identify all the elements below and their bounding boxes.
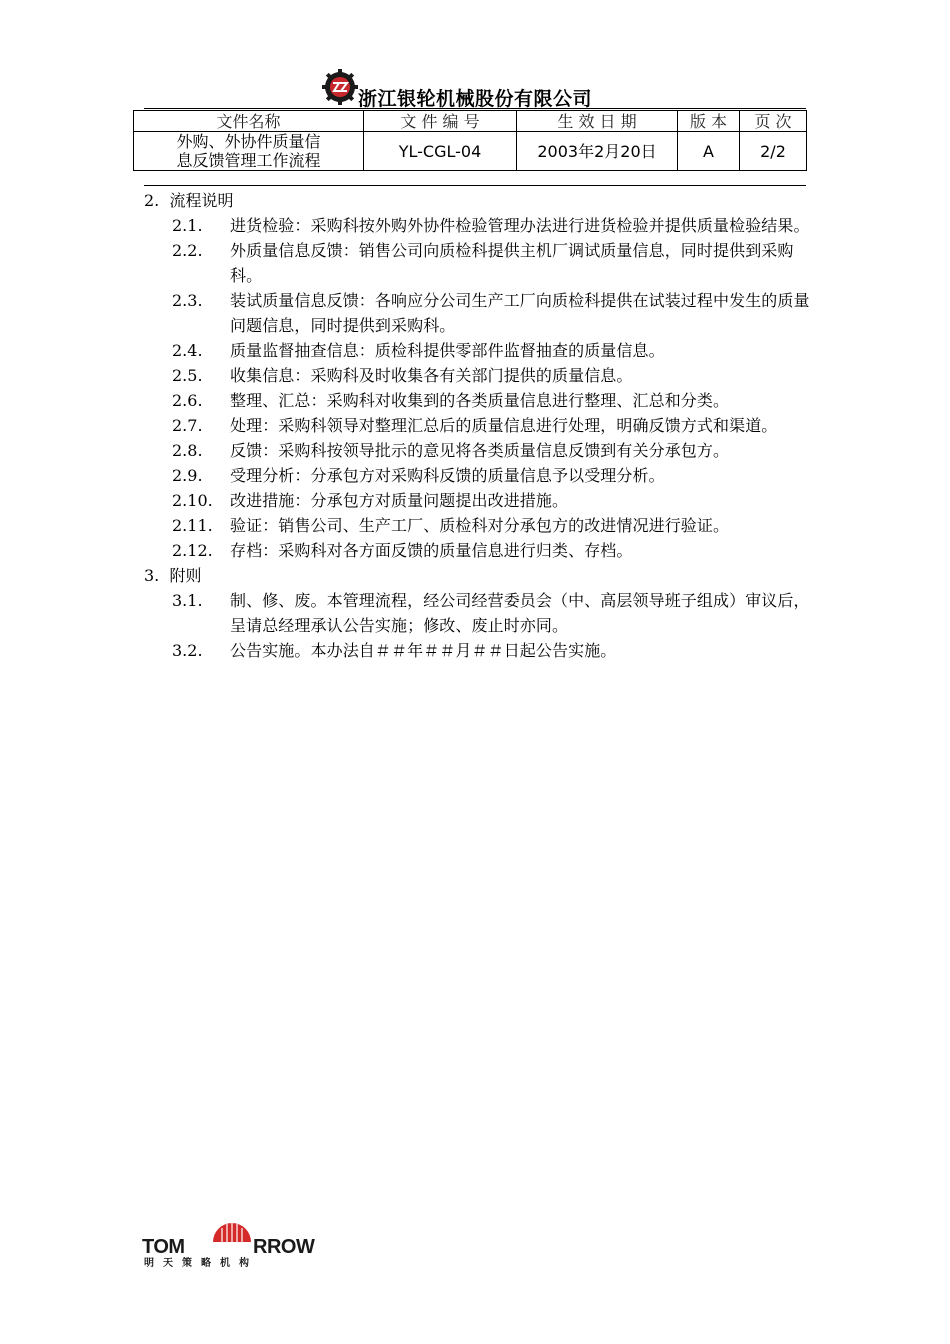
list-item — [144, 238, 824, 288]
table-value-row — [134, 132, 807, 171]
effective-date-cell: 2003年2月20日 — [517, 132, 678, 171]
section-title: 附则 — [169, 566, 202, 585]
item-number: 2.8. — [172, 441, 203, 460]
item-number: 2.3. — [172, 291, 203, 310]
list-item — [144, 488, 824, 513]
tomorrow-emblem-icon — [213, 1223, 251, 1242]
item-text: 改进措施：分承包方对质量问题提出改进措施。 — [230, 491, 569, 510]
section-heading — [144, 188, 824, 213]
header-file-number: 文 件 编 号 — [364, 111, 517, 132]
page-cell: 2/2 — [740, 132, 807, 171]
item-number: 2.6. — [172, 391, 203, 410]
file-name-line-1: 外购、外协件质量信 — [176, 132, 321, 151]
header-divider — [144, 108, 806, 109]
item-number: 3.1. — [172, 591, 203, 610]
item-text: 反馈：采购科按领导批示的意见将各类质量信息反馈到有关分承包方。 — [230, 441, 730, 460]
list-item — [144, 538, 824, 563]
list-item — [144, 288, 824, 338]
file-number-cell: YL-CGL-04 — [364, 132, 517, 171]
list-item — [144, 588, 824, 638]
item-text: 制、修、废。本管理流程，经公司经营委员会（中、高层领导班子组成）审议后，呈请总经理承认公告实施；修改、废止时亦同。 — [230, 591, 810, 635]
item-number: 2.4. — [172, 341, 203, 360]
item-text: 存档：采购科对各方面反馈的质量信息进行归类、存档。 — [230, 541, 633, 560]
list-item — [144, 213, 824, 238]
item-number: 2.9. — [172, 466, 203, 485]
item-number: 2.5. — [172, 366, 203, 385]
header-version: 版 本 — [678, 111, 740, 132]
list-item — [144, 363, 824, 388]
item-number: 2.7. — [172, 416, 203, 435]
file-name-line-2: 息反馈管理工作流程 — [176, 151, 321, 170]
section-number: 2. — [144, 191, 160, 210]
file-name-cell — [134, 132, 364, 171]
svg-text:RROW: RROW — [253, 1236, 315, 1258]
item-number: 2.1. — [172, 216, 203, 235]
table-divider — [144, 185, 806, 186]
item-text: 进货检验：采购科按外购外协件检验管理办法进行进货检验并提供质量检验结果。 — [230, 216, 810, 235]
item-text: 处理：采购科领导对整理汇总后的质量信息进行处理，明确反馈方式和渠道。 — [230, 416, 778, 435]
section-title: 流程说明 — [169, 191, 234, 210]
item-text: 受理分析：分承包方对采购科反馈的质量信息予以受理分析。 — [230, 466, 665, 485]
version-cell: A — [678, 132, 740, 171]
item-number: 2.2. — [172, 241, 203, 260]
item-text: 装试质量信息反馈：各响应分公司生产工厂向质检科提供在试装过程中发生的质量问题信息，同时提供到采购科。 — [230, 291, 810, 335]
table-header-row — [134, 111, 807, 132]
document-body — [144, 188, 824, 663]
list-item — [144, 338, 824, 363]
item-text: 外质量信息反馈：销售公司向质检科提供主机厂调试质量信息，同时提供到采购科。 — [230, 241, 794, 285]
list-item — [144, 413, 824, 438]
svg-text:TOM: TOM — [142, 1236, 185, 1258]
item-text: 整理、汇总：采购科对收集到的各类质量信息进行整理、汇总和分类。 — [230, 391, 730, 410]
list-item — [144, 513, 824, 538]
list-item — [144, 388, 824, 413]
item-number: 2.10. — [172, 491, 213, 510]
list-item — [144, 638, 824, 663]
company-logo-icon — [321, 68, 359, 106]
header-file-name: 文件名称 — [134, 111, 364, 132]
item-number: 2.11. — [172, 516, 213, 535]
item-text: 收集信息：采购科及时收集各有关部门提供的质量信息。 — [230, 366, 633, 385]
list-item — [144, 438, 824, 463]
section-number: 3. — [144, 566, 160, 585]
document-info-table — [133, 110, 807, 171]
tomorrow-logo — [142, 1208, 315, 1269]
section-heading — [144, 563, 824, 588]
header-page: 页 次 — [740, 111, 807, 132]
header-effective-date: 生 效 日 期 — [517, 111, 678, 132]
item-text: 验证：销售公司、生产工厂、质检科对分承包方的改进情况进行验证。 — [230, 516, 730, 535]
svg-text:明天策略机构: 明天策略机构 — [144, 1258, 258, 1269]
page-header — [0, 62, 950, 108]
list-item — [144, 463, 824, 488]
item-text: 公告实施。本办法自＃＃年＃＃月＃＃日起公告实施。 — [230, 641, 617, 660]
item-number: 2.12. — [172, 541, 213, 560]
company-name: 浙江银轮机械股份有限公司 — [358, 88, 593, 110]
item-number: 3.2. — [172, 641, 203, 660]
item-text: 质量监督抽查信息：质检科提供零部件监督抽查的质量信息。 — [230, 341, 665, 360]
